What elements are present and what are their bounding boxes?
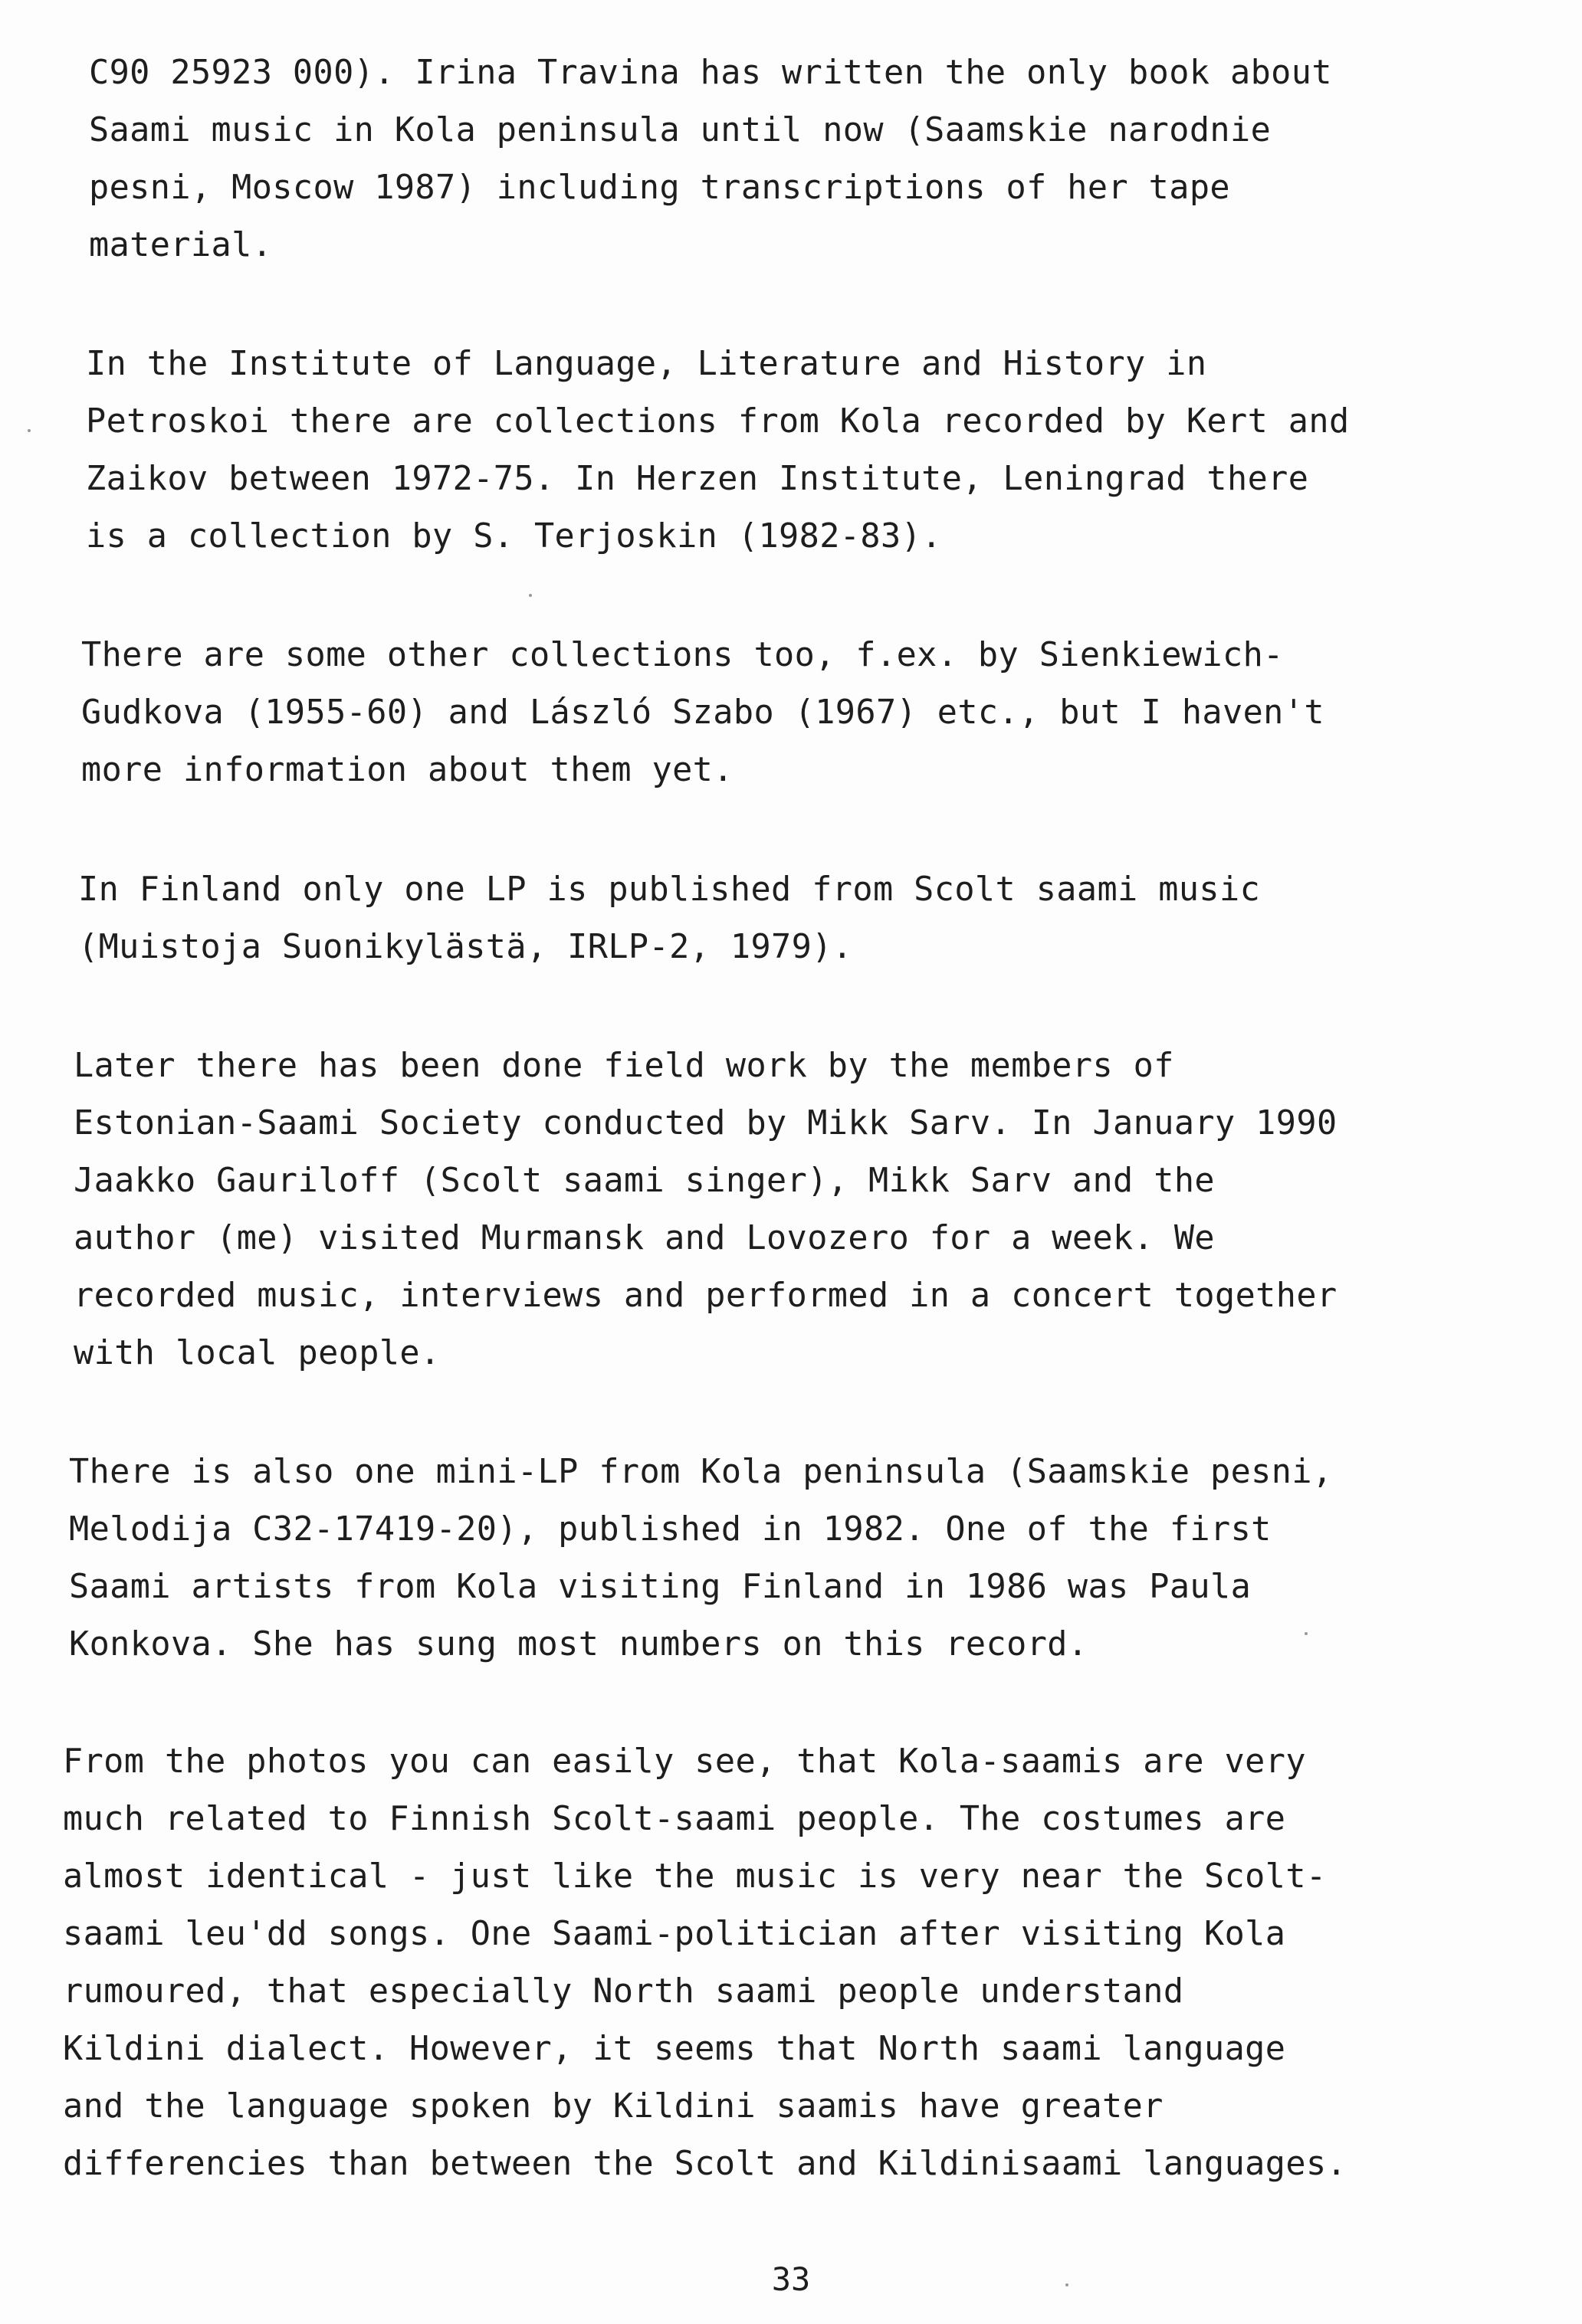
scan-speck: [28, 429, 31, 432]
text-line: with local people.: [74, 1334, 441, 1372]
text-line: Melodija C32-17419-20), published in 1982. One of the first: [69, 1510, 1272, 1549]
text-line: almost identical - just like the music is very near the Scolt-: [63, 1857, 1327, 1896]
text-line: Estonian-Saami Society conducted by Mikk Sarv. In January 1990: [74, 1104, 1337, 1142]
text-line: Gudkova (1955-60) and László Szabo (1967) etc., but I haven't: [81, 693, 1324, 732]
paragraph-5: [74, 1037, 1530, 1382]
text-line: There are some other collections too, f.ex. by Sienkiewich-: [81, 636, 1284, 674]
text-line: Jaakko Gauriloff (Scolt saami singer), Mikk Sarv and the: [74, 1162, 1215, 1200]
text-line: Petroskoi there are collections from Kola recorded by Kert and: [86, 402, 1350, 441]
text-line: is a collection by S. Terjoskin (1982-83).: [86, 517, 942, 556]
text-line: In the Institute of Language, Literature and History in: [86, 345, 1207, 383]
text-line: differencies than between the Scolt and Kildinisaami languages.: [63, 2145, 1347, 2183]
page-number: 33: [771, 2260, 811, 2298]
text-line: Zaikov between 1972-75. In Herzen Institute, Leningrad there: [86, 460, 1309, 498]
text-line: (Muistoja Suonikylästä, IRLP-2, 1979).: [78, 928, 853, 966]
text-line: There is also one mini-LP from Kola peninsula (Saamskie pesni,: [69, 1453, 1333, 1491]
paragraph-4: [78, 861, 1534, 976]
text-line: more information about them yet.: [81, 751, 734, 789]
text-line: Saami music in Kola peninsula until now (Saamskie narodnie: [89, 111, 1272, 149]
text-line: rumoured, that especially North saami people understand: [63, 1972, 1184, 2011]
text-line: Later there has been done field work by the members of: [74, 1047, 1174, 1085]
text-line: From the photos you can easily see, that Kola-saamis are very: [63, 1742, 1306, 1781]
paragraph-7: [63, 1733, 1519, 2193]
scan-speck: [1305, 1632, 1308, 1635]
text-line: and the language spoken by Kildini saamis have greater: [63, 2087, 1164, 2126]
text-line: Kildini dialect. However, it seems that North saami language: [63, 2030, 1286, 2068]
paragraph-1: [89, 44, 1545, 274]
text-line: saami leu'dd songs. One Saami-politician after visiting Kola: [63, 1915, 1286, 1953]
scan-speck: [529, 594, 532, 597]
scan-speck: [1065, 2283, 1068, 2286]
text-line: pesni, Moscow 1987) including transcriptions of her tape: [89, 169, 1230, 207]
text-line: material.: [89, 226, 273, 264]
text-line: author (me) visited Murmansk and Lovozero for a week. We: [74, 1219, 1215, 1257]
text-line: In Finland only one LP is published from Scolt saami music: [78, 870, 1261, 909]
text-line: recorded music, interviews and performed in a concert together: [74, 1277, 1337, 1315]
text-line: much related to Finnish Scolt-saami people. The costumes are: [63, 1800, 1286, 1838]
text-line: Konkova. She has sung most numbers on this record.: [69, 1625, 1088, 1664]
paragraph-6: [69, 1444, 1525, 1673]
text-line: C90 25923 000). Irina Travina has written the only book about: [89, 54, 1332, 92]
paragraph-2: [86, 336, 1542, 565]
text-line: Saami artists from Kola visiting Finland in 1986 was Paula: [69, 1568, 1252, 1606]
paragraph-3: [81, 627, 1538, 799]
